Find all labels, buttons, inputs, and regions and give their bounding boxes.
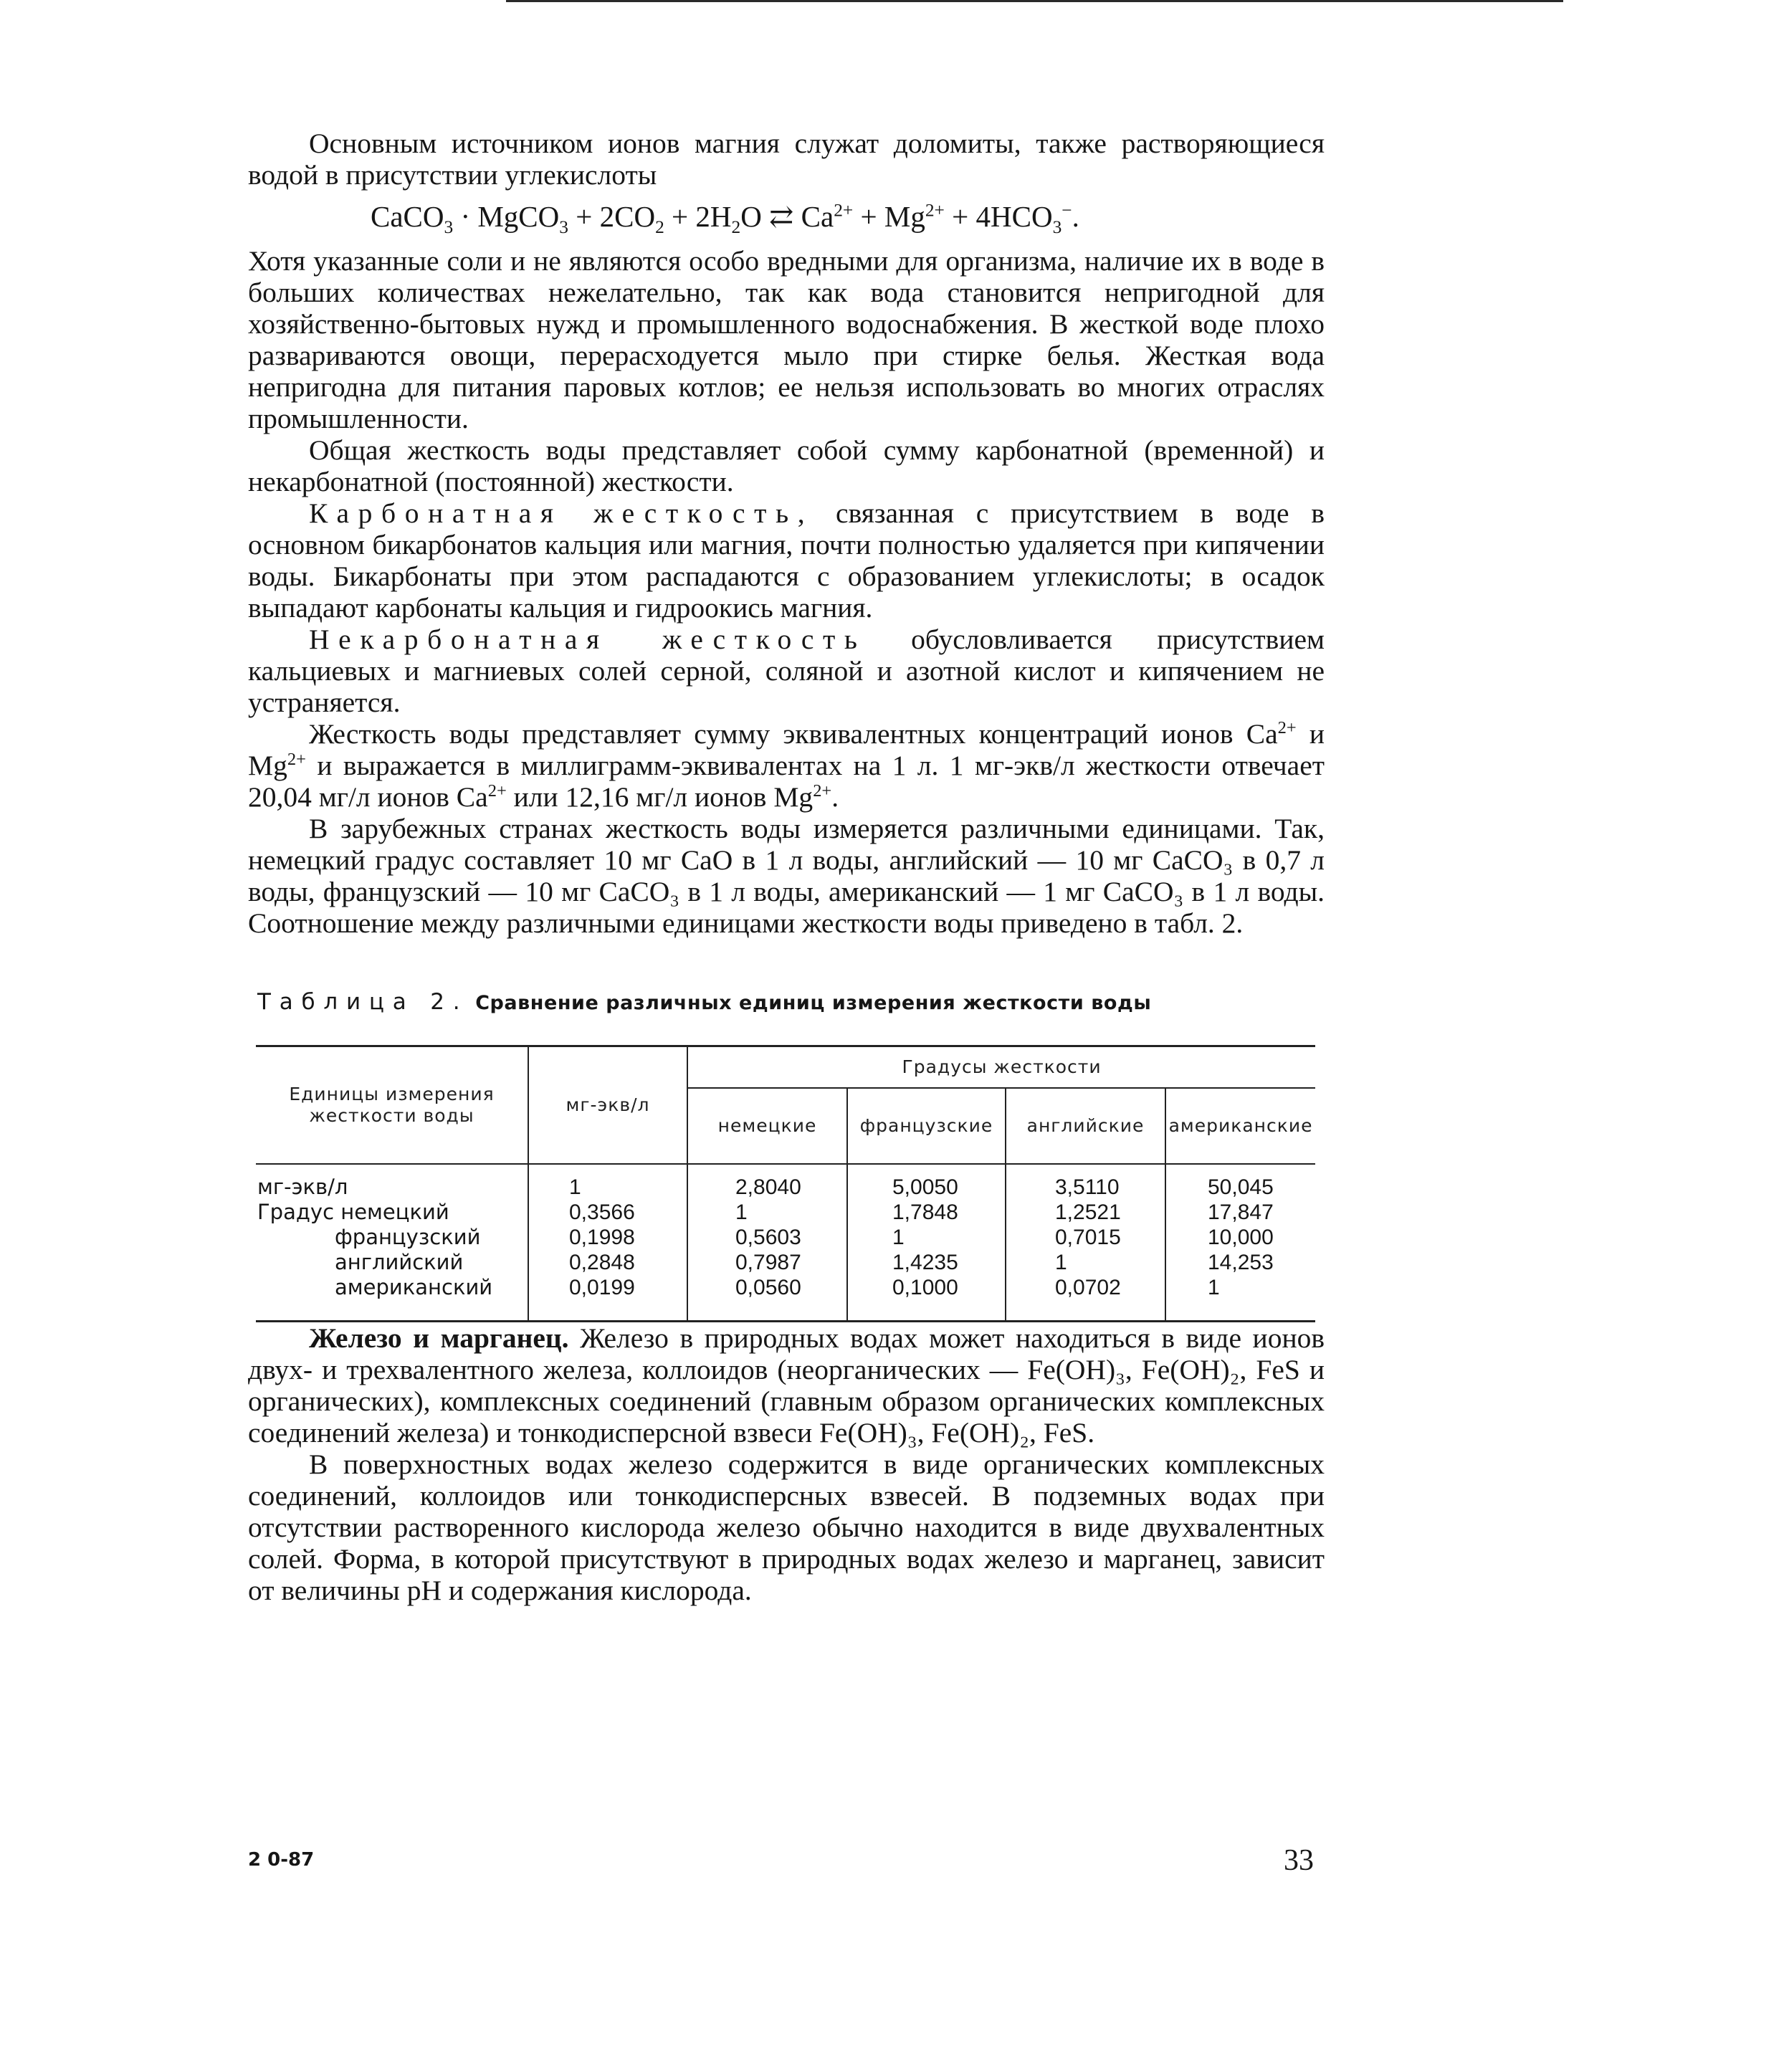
table-cell: 3,5110 bbox=[1055, 1175, 1120, 1199]
german-column bbox=[687, 1164, 847, 1322]
header-units: Единицы измерения жесткости воды bbox=[256, 1046, 528, 1165]
paragraph-total-hardness: Общая жесткость воды представляет собой сумму карбонатной (временной) и некарбонатной (постоянной) жесткости. bbox=[248, 434, 1325, 497]
table-cell: 0,7015 bbox=[1055, 1226, 1121, 1249]
printer-signature: 2 0-87 bbox=[248, 1849, 315, 1871]
row-name: английский bbox=[335, 1250, 464, 1274]
row-name: французский bbox=[335, 1225, 481, 1249]
english-column bbox=[1006, 1164, 1165, 1322]
header-degrees-group: Градусы жесткости bbox=[687, 1046, 1315, 1089]
french-column bbox=[847, 1164, 1006, 1322]
top-rule bbox=[506, 0, 1563, 2]
table-cell: 1 bbox=[569, 1175, 581, 1199]
table-cell: 0,7987 bbox=[735, 1251, 801, 1274]
paragraph-hardness-definition: Жесткость воды представляет сумму эквивалентных концентраций ионов $Ca^{2+}$ и $Mg^{2+}$ и выражается в миллиграмм-эквивалентах на 1 л. 1 мг-экв/л жесткости отвечает 20,04 мг/л ионов $Ca^{2+}$ или 12,16 мг/л ионов $Mg^{2+}$. bbox=[248, 717, 1325, 813]
table-cell: 0,1000 bbox=[892, 1276, 958, 1299]
table-cell: 17,847 bbox=[1208, 1200, 1274, 1224]
row-name: американский bbox=[335, 1275, 493, 1299]
page-body bbox=[248, 128, 1325, 1606]
paragraph-magnesium-source: Основным источником ионов магния служат доломиты, также растворяющиеся водой в присутствии углекислоты bbox=[248, 128, 1325, 191]
dolomite-equation: CaCO$_3$ · MgCO$_3$ + $2CO_2 + 2H_2O$ ⇄ $Ca^{2+} + Mg^{2+} + 4HCO_3^-$. bbox=[371, 200, 1079, 238]
table-cell: 1 bbox=[1208, 1276, 1220, 1299]
table-cell: 0,2848 bbox=[569, 1251, 635, 1274]
paragraph-noncarbonate-hardness: Некарбонатная жесткость обусловливается присутствием кальциевых и магниевых солей серной, соляной и азотной кислот и кипячением не устраняется. bbox=[248, 624, 1325, 718]
table-cell: 1 bbox=[892, 1226, 905, 1249]
header-french: французские bbox=[847, 1088, 1006, 1164]
header-american: американские bbox=[1168, 1115, 1313, 1136]
table-label: Таблица 2. bbox=[257, 989, 469, 1015]
paragraph-salts-harm: Хотя указанные соли и не являются особо вредными для организма, наличие их в воде в больших количествах нежелательно, так как вода становится непригодной для хозяйственно-бытовых нужд и промышленного водоснабжения. В жесткой воде плохо развариваются овощи, перерасходуется мыло при стирке белья. Жесткая вода непригодна для питания паровых котлов; ее нельзя использовать во многих отраслях промышленности. bbox=[248, 245, 1325, 434]
row-name: Градус немецкий bbox=[257, 1200, 449, 1224]
table-cell: 1,2521 bbox=[1055, 1200, 1121, 1224]
mg-eq-column bbox=[528, 1164, 687, 1322]
table-cell: 50,045 bbox=[1208, 1175, 1274, 1199]
row-name: мг-экв/л bbox=[257, 1175, 348, 1199]
header-mg-eq: мг-экв/л bbox=[528, 1046, 687, 1165]
paragraph-carbonate-hardness: Карбонатная жесткость, связанная с присутствием в воде в основном бикарбонатов кальция или магния, почти полностью удаляется при кипячении воды. Бикарбонаты при этом распадаются с образованием углекислоты; в осадок выпадают карбонаты кальция и гидроокись магния. bbox=[248, 497, 1325, 624]
header-german: немецкие bbox=[687, 1088, 847, 1164]
paragraph-iron-forms: В поверхностных водах железо содержится в виде органических комплексных соединений, коллоидов или тонкодисперсных взвесей. В подземных водах при отсутствии растворенного кислорода железо обычно находится в виде двухвалентных солей. Форма, в которой присутствуют в природных водах железо и марганец, зависит от величины pH и содержания кислорода. bbox=[248, 1448, 1325, 1606]
paragraph-foreign-units: В зарубежных странах жесткость воды измеряется различными единицами. Так, немецкий градус составляет 10 мг CaO в 1 л воды, английский — 10 мг CaCO₃ в 0,7 л воды, французский — 10 мг CaCO₃ в 1 л воды, американский — 1 мг CaCO₃ в 1 л воды. Соотношение между различными единицами жесткости воды приведено в табл. 2. bbox=[248, 813, 1325, 939]
table-cell: 1 bbox=[735, 1200, 748, 1224]
table-cell: 0,5603 bbox=[735, 1226, 801, 1249]
table-cell: 1,4235 bbox=[892, 1251, 958, 1274]
table-cell: 0,0199 bbox=[569, 1276, 635, 1299]
header-english: английские bbox=[1006, 1088, 1165, 1164]
term-noncarbonate-hardness: Некарбонатная жесткость bbox=[309, 624, 867, 655]
table-cell: 0,1998 bbox=[569, 1226, 635, 1249]
table-cell: 0,0702 bbox=[1055, 1276, 1121, 1299]
table-title: Сравнение различных единиц измерения жесткости воды bbox=[475, 992, 1152, 1014]
row-names-column bbox=[256, 1164, 528, 1322]
table-cell: 14,253 bbox=[1208, 1251, 1274, 1274]
table-cell: 2,8040 bbox=[735, 1175, 801, 1199]
table-cell: 0,0560 bbox=[735, 1276, 801, 1299]
term-carbonate-hardness: Карбонатная жесткость, bbox=[309, 497, 814, 529]
table-caption bbox=[257, 988, 1325, 1018]
table-cell: 1,7848 bbox=[892, 1200, 958, 1224]
hardness-units-table bbox=[256, 1045, 1315, 1322]
table-cell: 5,0050 bbox=[892, 1175, 958, 1199]
heading-iron-manganese: Железо и марганец. bbox=[309, 1322, 569, 1354]
paragraph-iron-manganese: Железо и марганец. Железо в природных водах может находиться в виде ионов двух- и трехвалентного железа, коллоидов (неорганических — Fe(OH)₃, Fe(OH)₂, FeS и органических), комплексных соединений (главным образом органических комплексных соединений железа) и тонкодисперсной взвеси Fe(OH)₃, Fe(OH)₂, FeS. bbox=[248, 1322, 1325, 1448]
page-number: 33 bbox=[1284, 1844, 1314, 1877]
table-cell: 0,3566 bbox=[569, 1200, 635, 1224]
american-column bbox=[1165, 1164, 1315, 1322]
table-cell: 1 bbox=[1055, 1251, 1067, 1274]
table-body-row bbox=[256, 1164, 1315, 1322]
table-cell: 10,000 bbox=[1208, 1226, 1274, 1249]
